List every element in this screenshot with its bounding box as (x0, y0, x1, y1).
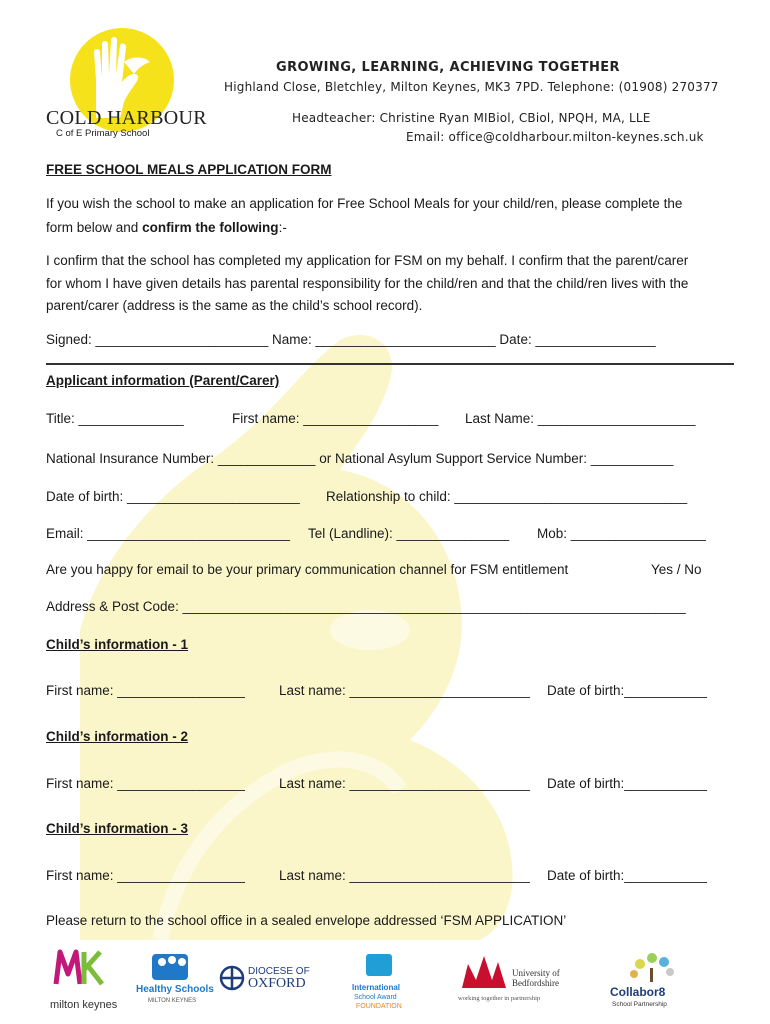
school-motto: GROWING, LEARNING, ACHIEVING TOGETHER (276, 60, 620, 75)
child-2-heading: Child’s information - 2 (46, 729, 189, 744)
email-preference-question: Are you happy for email to be your primary communication channel for FSM entitlement (46, 562, 569, 577)
dob-field[interactable]: Date of birth: _______________________ (46, 489, 300, 504)
school-name: COLD HARBOUR (46, 107, 207, 129)
confirm-line-3: parent/carer (address is the same as the child’s school record). (46, 298, 423, 313)
healthy-schools-text: Healthy Schools (136, 984, 214, 995)
intro-line-1: If you wish the school to make an application for Free School Meals for your child/ren, please complete the (46, 196, 683, 211)
international-school-award-logo-icon (352, 954, 402, 1010)
tel-field[interactable]: Tel (Landline): _______________ (308, 526, 510, 541)
intro-line-2 (46, 220, 287, 235)
intro-text: form below and (46, 220, 143, 235)
ni-number-field[interactable]: National Insurance Number: _____________ or National Asylum Support Service Number: ___________ (46, 451, 674, 466)
university-of-bedfordshire-logo-icon (458, 956, 560, 1002)
yes-no-choice[interactable]: Yes / No (651, 562, 702, 577)
milton-keynes-logo-icon (50, 952, 118, 1011)
child-3-first-name[interactable]: First name: _________________ (46, 868, 245, 883)
diocese-of-oxford-logo-icon (221, 966, 310, 991)
child-1-heading: Child’s information - 1 (46, 637, 189, 652)
mob-field[interactable]: Mob: __________________ (537, 526, 706, 541)
school-address: Highland Close, Bletchley, Milton Keynes, MK3 7PD. Telephone: (01908) 270377 (224, 80, 719, 94)
title-field[interactable]: Title: ______________ (46, 411, 184, 426)
uob-text-2: Bedfordshire (512, 978, 559, 988)
collabor8-logo-icon (610, 953, 674, 1008)
mk-logo-text: milton keynes (50, 999, 118, 1011)
child-3-heading: Child’s information - 3 (46, 821, 189, 836)
child-1-dob[interactable]: Date of birth:___________ (547, 683, 707, 698)
signature-row[interactable]: Signed: _______________________ Name: ________________________ Date: ________________ (46, 332, 656, 347)
uob-text-1: University of (512, 968, 560, 978)
child-2-dob[interactable]: Date of birth:___________ (547, 776, 707, 791)
isa-text-2: School Award (354, 994, 397, 1001)
footer-partner-logos (0, 940, 770, 1024)
email-field[interactable]: Email: ___________________________ (46, 526, 290, 541)
return-instructions: Please return to the school office in a sealed envelope addressed ‘FSM APPLICATION’ (46, 913, 567, 928)
diocese-text: DIOCESE OF (248, 966, 310, 977)
healthy-schools-sub: MILTON KEYNES (148, 998, 197, 1004)
confirm-line-1: I confirm that the school has completed my application for FSM on my behalf. I confirm that the parent/carer (46, 253, 689, 268)
section-divider (46, 363, 734, 365)
isa-text-1: International (352, 983, 401, 992)
child-1-first-name[interactable]: First name: _________________ (46, 683, 245, 698)
oxford-text: OXFORD (248, 976, 306, 991)
isa-text-3: FOUNDATION (356, 1003, 402, 1010)
form-title: FREE SCHOOL MEALS APPLICATION FORM (46, 162, 332, 177)
uob-text-3: working together in partnership (458, 995, 541, 1002)
intro-bold-text: confirm the following (142, 220, 279, 235)
collabor8-sub: School Partnership (612, 1001, 667, 1008)
collabor8-text: Collabor8 (610, 985, 666, 999)
last-name-field[interactable]: Last Name: _____________________ (465, 411, 696, 426)
child-3-last-name[interactable]: Last name: ________________________ (279, 868, 530, 883)
applicant-heading: Applicant information (Parent/Carer) (46, 373, 280, 388)
healthy-schools-logo-icon (136, 954, 214, 1004)
school-subtitle: C of E Primary School (56, 128, 150, 139)
child-3-dob[interactable]: Date of birth:___________ (547, 868, 707, 883)
child-2-first-name[interactable]: First name: _________________ (46, 776, 245, 791)
relationship-field[interactable]: Relationship to child: _______________________________ (326, 489, 688, 504)
child-1-last-name[interactable]: Last name: ________________________ (279, 683, 530, 698)
first-name-field[interactable]: First name: __________________ (232, 411, 439, 426)
address-field[interactable]: Address & Post Code: ___________________________________________________________________ (46, 599, 686, 614)
child-2-last-name[interactable]: Last name: ________________________ (279, 776, 530, 791)
intro-suffix: :- (278, 220, 287, 235)
confirm-line-2: for whom I have given details has parental responsibility for the child/ren and that the child/ren lives with the (46, 276, 689, 291)
school-email: Email: office@coldharbour.milton-keynes.sch.uk (406, 130, 704, 144)
headteacher-line: Headteacher: Christine Ryan MIBiol, CBiol, NPQH, MA, LLE (292, 111, 651, 125)
